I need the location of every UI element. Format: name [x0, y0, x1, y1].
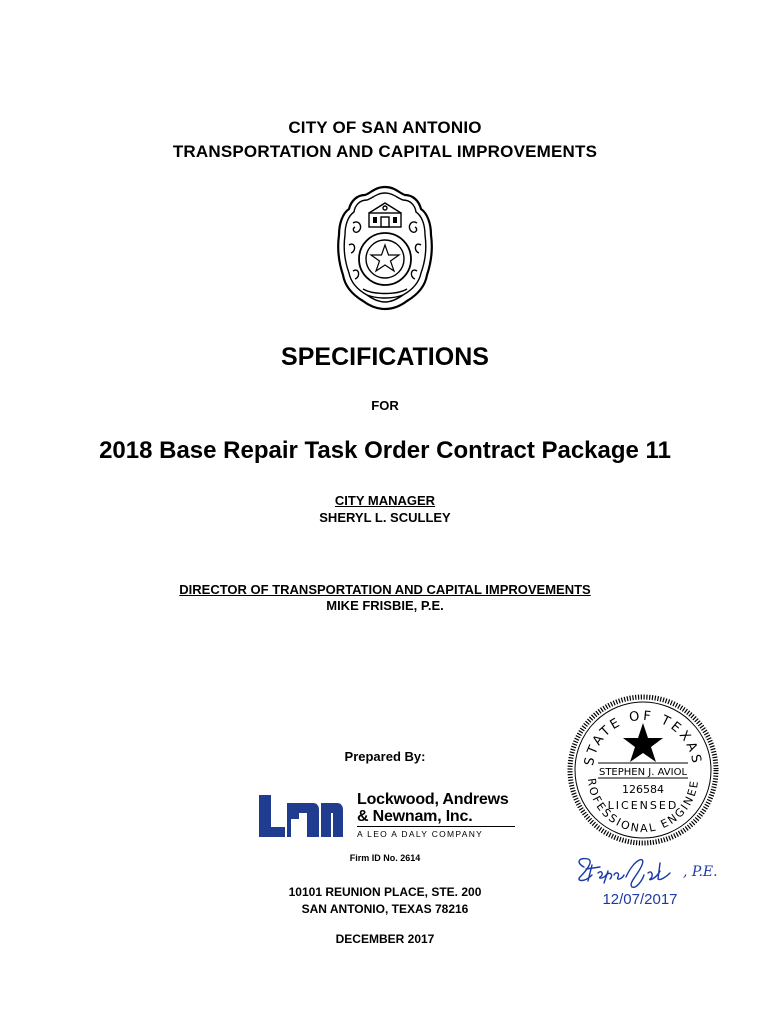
firm-name-line1: Lockwood, Andrews	[357, 791, 509, 808]
document-date: DECEMBER 2017	[335, 932, 435, 946]
prepared-by-label: Prepared By:	[344, 749, 426, 764]
city-manager-name: SHERYL L. SCULLEY	[319, 510, 451, 525]
city-seal-icon	[333, 183, 437, 311]
address-line2: SAN ANTONIO, TEXAS 78216	[301, 902, 469, 916]
signature-date: 12/07/2017	[602, 891, 678, 908]
stamp-engineer-name: STEPHEN J. AVIOL	[598, 767, 688, 778]
for-label: FOR	[371, 398, 399, 413]
stamp-bottom-text: ROFESSIONAL ENGINEE	[584, 777, 702, 836]
firm-tagline: A LEO A DALY COMPANY	[357, 829, 484, 839]
department-name: TRANSPORTATION AND CAPITAL IMPROVEMENTS	[172, 142, 598, 161]
stamp-top-text: STATE OF TEXAS	[582, 708, 704, 768]
firm-name-line2: & Newnam, Inc.	[357, 808, 473, 825]
city-manager-role: CITY MANAGER	[334, 493, 436, 508]
engineer-suffix: , P.E.	[683, 864, 718, 880]
agency-name: CITY OF SAN ANTONIO	[288, 118, 482, 137]
engineer-seal	[566, 693, 720, 847]
firm-logo	[257, 789, 517, 843]
project-title: 2018 Base Repair Task Order Contract Package 11	[99, 437, 671, 464]
firm-id: Firm ID No. 2614	[349, 853, 421, 863]
director-role: DIRECTOR OF TRANSPORTATION AND CAPITAL IMPROVEMENTS	[179, 582, 591, 597]
document-title: SPECIFICATIONS	[281, 343, 489, 371]
firm-name	[357, 791, 509, 825]
director-name: MIKE FRISBIE, P.E.	[326, 598, 444, 613]
stamp-star-icon	[623, 723, 663, 762]
lan-logo-icon	[257, 793, 345, 839]
address-line1: 10101 REUNION PLACE, STE. 200	[288, 885, 482, 899]
logo-divider	[357, 826, 515, 827]
stamp-license-number: 126584	[622, 783, 664, 796]
stamp-licensed-text: LICENSED	[607, 799, 679, 812]
